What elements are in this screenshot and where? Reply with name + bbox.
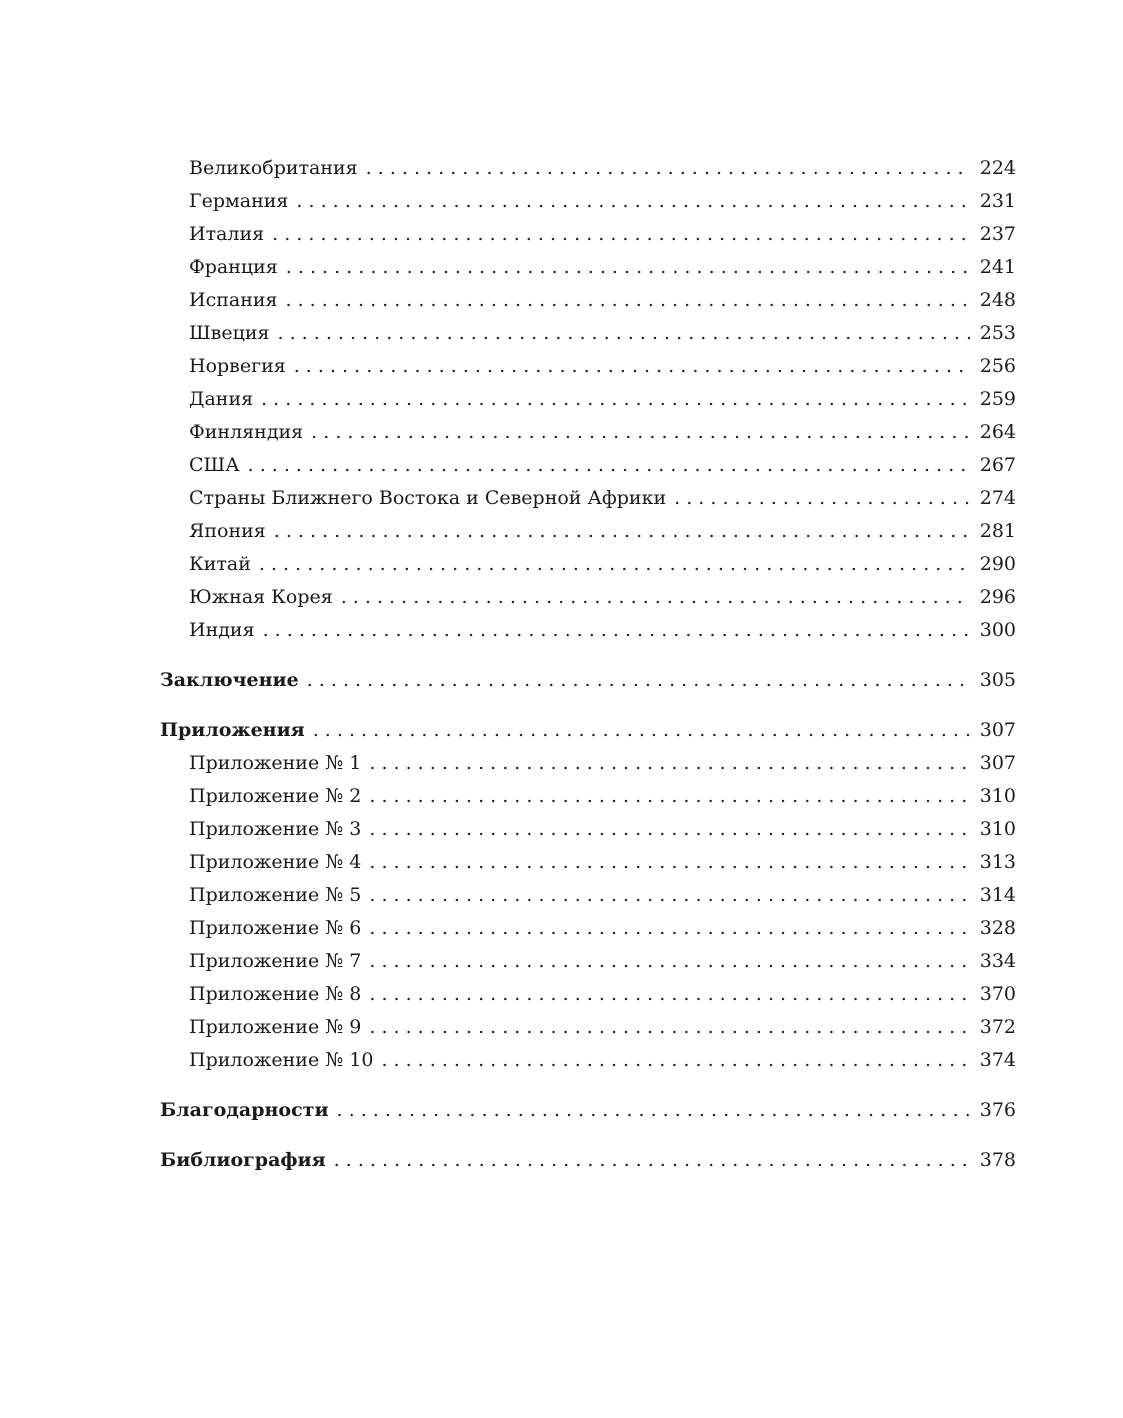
dot-leader [259,548,970,581]
dot-leader [272,218,970,251]
dot-leader [369,813,970,846]
toc-entry-usa[interactable] [160,449,1016,482]
toc-entry-japan[interactable] [160,515,1016,548]
dot-leader [334,1144,970,1177]
toc-entry-page: 313 [979,851,1016,873]
dot-leader [261,383,970,416]
dot-leader [369,846,970,879]
dot-leader [311,416,970,449]
toc-entry-label: Дания [189,388,254,410]
toc-entry-appendix-7[interactable] [160,945,1016,978]
dot-leader [369,879,970,912]
toc-entry-appendix-3[interactable] [160,813,1016,846]
toc-entry-page: 307 [979,719,1016,741]
toc-entry-label: Швеция [189,322,270,344]
toc-entry-italy[interactable] [160,218,1016,251]
toc-entry-page: 310 [979,785,1016,807]
dot-leader [674,482,970,515]
table-of-contents [160,152,1016,1177]
toc-entry-page: 305 [979,669,1016,691]
toc-entry-page: 376 [979,1099,1016,1121]
toc-entry-page: 248 [979,289,1016,311]
toc-entry-page: 253 [979,322,1016,344]
toc-entry-page: 378 [979,1149,1016,1171]
toc-entry-bibliography[interactable] [160,1144,1016,1177]
toc-entry-denmark[interactable] [160,383,1016,416]
toc-entry-label: США [189,454,240,476]
toc-entry-page: 256 [979,355,1016,377]
toc-entry-finland[interactable] [160,416,1016,449]
dot-leader [286,251,970,284]
toc-entry-label: Норвегия [189,355,286,377]
toc-entry-page: 231 [979,190,1016,212]
toc-entry-label: Италия [189,223,265,245]
dot-leader [337,1094,970,1127]
toc-entry-label: Германия [189,190,289,212]
toc-entry-label: Заключение [160,669,299,691]
dot-leader [274,515,970,548]
toc-entry-label: Библиография [160,1149,326,1171]
toc-entry-india[interactable] [160,614,1016,647]
dot-leader [369,780,970,813]
toc-entry-label: Приложение № 8 [189,983,362,1005]
toc-entry-label: Приложение № 4 [189,851,362,873]
dot-leader [366,152,970,185]
toc-entry-page: 259 [979,388,1016,410]
toc-entry-page: 290 [979,553,1016,575]
toc-entry-appendix-10[interactable] [160,1044,1016,1077]
dot-leader [369,747,970,780]
dot-leader [286,284,970,317]
toc-entry-label: Китай [189,553,251,575]
toc-entry-label: Приложение № 3 [189,818,362,840]
toc-entry-label: Финляндия [189,421,304,443]
dot-leader [248,449,970,482]
toc-entry-page: 241 [979,256,1016,278]
toc-entry-label: Приложение № 7 [189,950,362,972]
dot-leader [369,945,970,978]
toc-entry-appendix-4[interactable] [160,846,1016,879]
toc-entry-label: Южная Корея [189,586,333,608]
dot-leader [294,350,970,383]
toc-entry-appendix-9[interactable] [160,1011,1016,1044]
toc-entry-page: 328 [979,917,1016,939]
toc-entry-spain[interactable] [160,284,1016,317]
toc-entry-sweden[interactable] [160,317,1016,350]
toc-entry-page: 314 [979,884,1016,906]
toc-entry-label: Приложение № 5 [189,884,362,906]
toc-entry-label: Индия [189,619,255,641]
toc-entry-appendix-6[interactable] [160,912,1016,945]
toc-entry-label: Приложение № 10 [189,1049,374,1071]
dot-leader [307,664,970,697]
toc-entry-label: Испания [189,289,278,311]
dot-leader [369,978,970,1011]
toc-entry-page: 274 [979,487,1016,509]
toc-entry-label: Приложения [160,719,305,741]
toc-entry-acknowledgements[interactable] [160,1094,1016,1127]
toc-entry-middle-east-north-africa[interactable] [160,482,1016,515]
dot-leader [296,185,970,218]
toc-entry-label: Страны Ближнего Востока и Северной Африки [189,487,667,509]
toc-entry-page: 296 [979,586,1016,608]
toc-entry-appendix-1[interactable] [160,747,1016,780]
dot-leader [369,912,970,945]
toc-entry-page: 300 [979,619,1016,641]
toc-entry-appendix-2[interactable] [160,780,1016,813]
toc-entry-uk[interactable] [160,152,1016,185]
toc-entry-page: 264 [979,421,1016,443]
toc-entry-label: Благодарности [160,1099,329,1121]
dot-leader [278,317,971,350]
dot-leader [369,1011,970,1044]
toc-entry-page: 307 [979,752,1016,774]
toc-entry-page: 334 [979,950,1016,972]
toc-entry-label: Приложение № 6 [189,917,362,939]
toc-entry-label: Приложение № 1 [189,752,362,774]
toc-entry-page: 224 [979,157,1016,179]
dot-leader [313,714,970,747]
toc-entry-page: 372 [979,1016,1016,1038]
toc-entry-page: 370 [979,983,1016,1005]
toc-entry-label: Япония [189,520,266,542]
dot-leader [341,581,970,614]
toc-entry-label: Приложение № 9 [189,1016,362,1038]
toc-entry-page: 281 [979,520,1016,542]
toc-entry-label: Великобритания [189,157,358,179]
toc-entry-page: 374 [979,1049,1016,1071]
toc-entry-germany[interactable] [160,185,1016,218]
toc-entry-label: Франция [189,256,278,278]
toc-entry-appendices[interactable] [160,714,1016,747]
toc-entry-page: 267 [979,454,1016,476]
dot-leader [381,1044,970,1077]
dot-leader [263,614,970,647]
toc-entry-china[interactable] [160,548,1016,581]
toc-entry-appendix-5[interactable] [160,879,1016,912]
toc-entry-south-korea[interactable] [160,581,1016,614]
toc-entry-label: Приложение № 2 [189,785,362,807]
toc-entry-appendix-8[interactable] [160,978,1016,1011]
toc-entry-page: 237 [979,223,1016,245]
toc-entry-norway[interactable] [160,350,1016,383]
toc-entry-page: 310 [979,818,1016,840]
toc-entry-france[interactable] [160,251,1016,284]
toc-entry-conclusion[interactable] [160,664,1016,697]
